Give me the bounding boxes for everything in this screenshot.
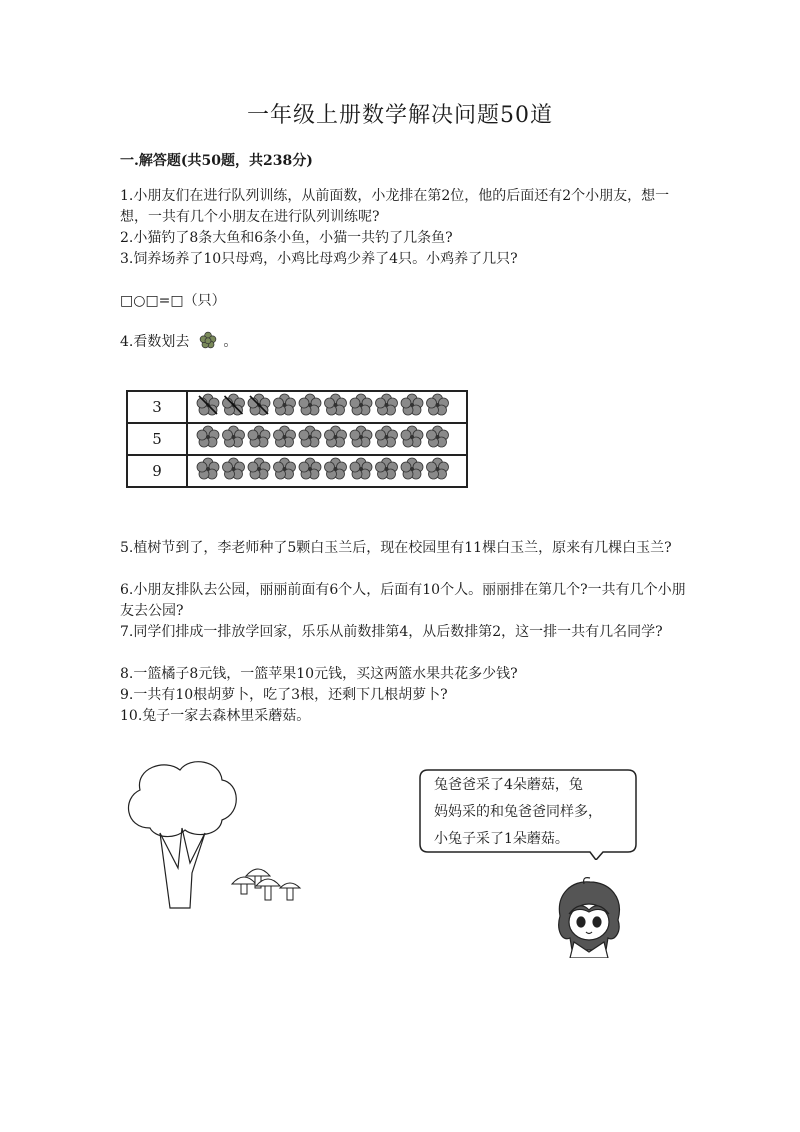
speech-line: 小兔子采了1朵蘑菇。: [434, 831, 569, 847]
question-9: 9.一共有10根胡萝卜，吃了3根，还剩下几根胡萝卜?: [120, 687, 448, 703]
flower-icon: [401, 394, 423, 415]
flower-icon: [223, 426, 245, 447]
flower-icon: [427, 394, 449, 415]
child-character-icon: [548, 876, 630, 958]
flower-icon: [197, 426, 219, 447]
flower-icon: [376, 426, 398, 447]
page-title: 一年级上册数学解决问题50道: [247, 103, 553, 128]
question-4-end: 。: [223, 334, 238, 350]
flower-row: [187, 455, 467, 487]
flower-icon: [274, 426, 296, 447]
flower-icon: [248, 426, 270, 447]
answer-formula: □○□=□（只）: [120, 293, 226, 309]
row-label: 5: [127, 423, 187, 455]
flower-icon: [427, 458, 449, 479]
crossed-flower-icon: [223, 394, 245, 415]
flower-icon: [376, 394, 398, 415]
flower-table: [126, 390, 468, 488]
flower-icon: [401, 426, 423, 447]
flower-icon: [299, 394, 321, 415]
flower-icon: [223, 458, 245, 479]
flower-icon: [350, 458, 372, 479]
table-row: [127, 423, 467, 455]
flower-icon: [350, 426, 372, 447]
flower-row: [187, 423, 467, 455]
table-row: [127, 455, 467, 487]
table-row: [127, 391, 467, 423]
flower-icon: [197, 458, 219, 479]
flower-icon: [350, 394, 372, 415]
flower-icon: [199, 331, 217, 353]
question-2: 2.小猫钓了8条大鱼和6条小鱼，小猫一共钓了几条鱼?: [120, 230, 453, 246]
tree-icon: [129, 762, 237, 908]
flower-row: [187, 391, 467, 423]
speech-line: 兔爸爸采了4朵蘑菇，兔: [434, 777, 583, 793]
section-heading: 一.解答题(共50题，共238分): [120, 153, 313, 169]
flower-icon: [299, 426, 321, 447]
flower-icon: [248, 458, 270, 479]
flower-icon: [401, 458, 423, 479]
question-1: 1.小朋友们在进行队列训练，从前面数，小龙排在第2位，他的后面还有2个小朋友，想一想，一共有几个小朋友在进行队列训练呢?: [120, 188, 670, 225]
question-7: 7.同学们排成一排放学回家，乐乐从前数排第4，从后数排第2，这一排一共有几名同学?: [120, 624, 663, 640]
question-4: [120, 331, 237, 353]
row-label: 9: [127, 455, 187, 487]
row-label: 3: [127, 391, 187, 423]
flower-icon: [274, 394, 296, 415]
speech-line: 妈妈采的和兔爸爸同样多，: [434, 804, 602, 820]
question-8: 8.一篮橘子8元钱，一篮苹果10元钱，买这两篮水果共花多少钱?: [120, 666, 518, 682]
flower-icon: [376, 458, 398, 479]
crossed-flower-icon: [248, 394, 270, 415]
question-10: 10.兔子一家去森林里采蘑菇。: [120, 708, 311, 724]
mushroom-icon: [232, 869, 300, 900]
question-3: 3.饲养场养了10只母鸡，小鸡比母鸡少养了4只。小鸡养了几只?: [120, 251, 518, 267]
question-5: 5.植树节到了，李老师种了5颗白玉兰后，现在校园里有11棵白玉兰，原来有几棵白玉兰?: [120, 540, 672, 556]
crossed-flower-icon: [197, 394, 219, 415]
flower-icon: [325, 458, 347, 479]
tree-illustration: [120, 758, 320, 918]
question-4-text: 4.看数划去: [120, 334, 190, 350]
speech-bubble-text: [434, 772, 634, 853]
flower-icon: [274, 458, 296, 479]
flower-icon: [325, 394, 347, 415]
flower-icon: [299, 458, 321, 479]
question-6: 6.小朋友排队去公园，丽丽前面有6个人，后面有10个人。丽丽排在第几个?一共有几个小朋友去公园?: [120, 582, 686, 619]
flower-icon: [325, 426, 347, 447]
flower-icon: [427, 426, 449, 447]
